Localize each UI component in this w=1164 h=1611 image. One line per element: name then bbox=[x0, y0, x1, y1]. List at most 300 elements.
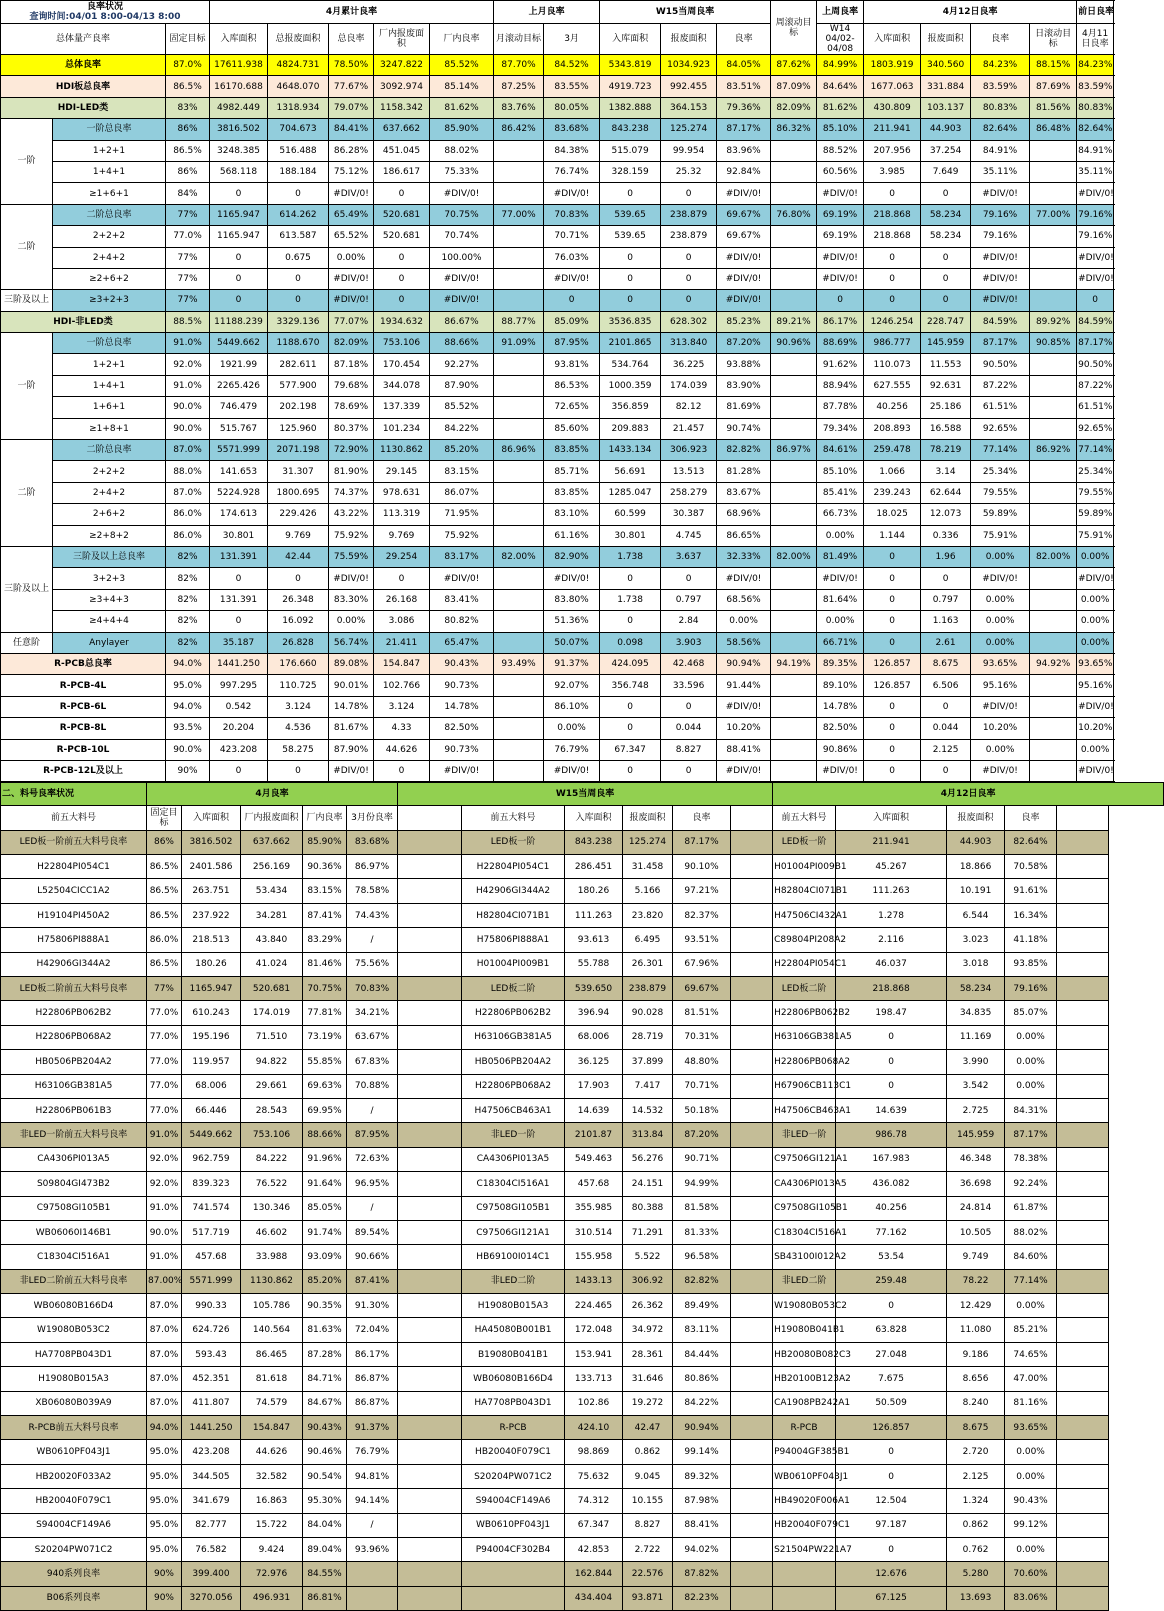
part-cell: 78.22 bbox=[947, 1269, 1005, 1293]
value-cell bbox=[1030, 183, 1077, 204]
value-cell: 86.28% bbox=[329, 140, 374, 161]
value-cell: 10.20% bbox=[717, 718, 771, 739]
value-cell: 101.234 bbox=[374, 418, 430, 439]
value-cell bbox=[1030, 675, 1077, 696]
part-cell: 90.0% bbox=[147, 1220, 182, 1244]
spacer-cell bbox=[731, 1367, 773, 1391]
value-cell bbox=[494, 375, 544, 396]
value-cell: 80.37% bbox=[329, 418, 374, 439]
value-cell: 83.85% bbox=[544, 440, 600, 461]
part-cell: 434.404 bbox=[565, 1586, 623, 1610]
data-row bbox=[1, 760, 1114, 781]
value-cell: 0 bbox=[268, 290, 329, 311]
value-cell: 82.50% bbox=[430, 718, 494, 739]
value-cell bbox=[771, 675, 817, 696]
value-cell: 88.0% bbox=[166, 461, 210, 482]
value-cell: 84.59% bbox=[971, 311, 1030, 332]
value-cell: 58.56% bbox=[717, 632, 771, 653]
part-cell: 496.931 bbox=[241, 1586, 303, 1610]
part-cell: S94004CF149A6 bbox=[462, 1489, 565, 1513]
value-cell: 85.52% bbox=[430, 397, 494, 418]
part-cell: 81.46% bbox=[303, 952, 347, 976]
row-label: ≥3+4+3 bbox=[53, 589, 166, 610]
value-cell: 1000.359 bbox=[600, 375, 661, 396]
value-cell: 77.00% bbox=[1030, 204, 1077, 225]
part-cell: 86.465 bbox=[241, 1342, 303, 1366]
value-cell: 42.468 bbox=[661, 653, 717, 674]
value-cell: 25.34% bbox=[1077, 461, 1114, 482]
spacer-cell bbox=[1057, 855, 1109, 879]
part-cell: 46.037 bbox=[836, 952, 947, 976]
value-cell: 3.903 bbox=[661, 632, 717, 653]
part-cell: 6.544 bbox=[947, 903, 1005, 927]
spacer-cell bbox=[398, 1586, 462, 1610]
value-cell: 75.91% bbox=[1077, 525, 1114, 546]
value-cell: 30.801 bbox=[600, 525, 661, 546]
value-cell: 3.985 bbox=[864, 161, 921, 182]
value-cell: 0 bbox=[864, 718, 921, 739]
value-cell: 1800.695 bbox=[268, 482, 329, 503]
value-cell: 2101.865 bbox=[600, 333, 661, 354]
spacer-cell bbox=[398, 1098, 462, 1122]
value-cell bbox=[771, 718, 817, 739]
value-cell: 86.42% bbox=[494, 119, 544, 140]
row-label: 一阶总良率 bbox=[53, 333, 166, 354]
value-cell: 0 bbox=[600, 268, 661, 289]
part-cell: 72.04% bbox=[347, 1318, 398, 1342]
value-cell: 90.50% bbox=[1077, 354, 1114, 375]
spacer-cell bbox=[731, 1123, 773, 1147]
value-cell: #DIV/0! bbox=[1077, 760, 1114, 781]
section2-header bbox=[1, 783, 1164, 806]
part-cell: 28.719 bbox=[623, 1025, 673, 1049]
spacer-cell bbox=[1057, 952, 1109, 976]
value-cell: 89.21% bbox=[771, 311, 817, 332]
value-cell: 5224.928 bbox=[210, 482, 268, 503]
value-cell: 81.90% bbox=[329, 461, 374, 482]
value-cell: 328.159 bbox=[600, 161, 661, 182]
spacer-cell bbox=[398, 1562, 462, 1586]
spacer-cell bbox=[1057, 1050, 1109, 1074]
part-cell: 41.024 bbox=[241, 952, 303, 976]
part-cell: 91.30% bbox=[347, 1294, 398, 1318]
value-cell: 77% bbox=[166, 290, 210, 311]
part-cell: 31.646 bbox=[623, 1367, 673, 1391]
value-cell: 81.62% bbox=[817, 97, 864, 118]
spacer-cell bbox=[398, 1220, 462, 1244]
value-cell: 0.00% bbox=[971, 739, 1030, 760]
part-cell: C97506GI121A1 bbox=[462, 1220, 565, 1244]
value-cell: 0 bbox=[661, 760, 717, 781]
part-cell: 16.34% bbox=[1005, 903, 1057, 927]
value-cell: 131.391 bbox=[210, 546, 268, 567]
value-cell: 1677.063 bbox=[864, 76, 921, 97]
value-cell: 1034.923 bbox=[661, 55, 717, 76]
part-cell: 73.19% bbox=[303, 1025, 347, 1049]
value-cell: 77.14% bbox=[1077, 440, 1114, 461]
part-cell: 140.564 bbox=[241, 1318, 303, 1342]
row-label: 1+4+1 bbox=[53, 161, 166, 182]
part-cell: 87.95% bbox=[347, 1123, 398, 1147]
part-cell: 237.922 bbox=[182, 903, 241, 927]
value-cell: 1.163 bbox=[921, 611, 971, 632]
value-cell: 0 bbox=[268, 568, 329, 589]
row-label: 2+4+2 bbox=[53, 482, 166, 503]
spacer-cell bbox=[398, 1440, 462, 1464]
part-cell: 87.00% bbox=[147, 1269, 182, 1293]
value-cell: 86.0% bbox=[166, 525, 210, 546]
part-cell: 42.47 bbox=[623, 1416, 673, 1440]
value-cell: 87.17% bbox=[971, 333, 1030, 354]
value-cell: 82.12 bbox=[661, 397, 717, 418]
value-cell: 65.47% bbox=[430, 632, 494, 653]
part-cell: 153.941 bbox=[565, 1342, 623, 1366]
part-cell: 7.417 bbox=[623, 1074, 673, 1098]
part-cell: LED板二阶前五大料号良率 bbox=[1, 977, 147, 1001]
part-cell: 93.96% bbox=[347, 1538, 398, 1562]
value-cell: 69.19% bbox=[817, 226, 864, 247]
part-cell: 81.63% bbox=[303, 1318, 347, 1342]
value-cell: 90.01% bbox=[329, 675, 374, 696]
value-cell bbox=[771, 183, 817, 204]
yield-summary-table bbox=[0, 0, 1114, 782]
value-cell: 91.0% bbox=[166, 375, 210, 396]
part-cell: 81.33% bbox=[673, 1220, 731, 1244]
data-row bbox=[1, 119, 1114, 140]
part-row bbox=[1, 830, 1164, 854]
value-cell: 0.00% bbox=[971, 611, 1030, 632]
value-cell: 44.626 bbox=[374, 739, 430, 760]
value-cell: #DIV/0! bbox=[430, 290, 494, 311]
value-cell: #DIV/0! bbox=[817, 760, 864, 781]
part-cell: 14.639 bbox=[836, 1098, 947, 1122]
part-cell: 70.88% bbox=[347, 1074, 398, 1098]
value-cell bbox=[771, 632, 817, 653]
value-cell: 81.69% bbox=[717, 397, 771, 418]
value-cell: 125.274 bbox=[661, 119, 717, 140]
value-cell bbox=[771, 589, 817, 610]
value-cell: 16.588 bbox=[921, 418, 971, 439]
value-cell: 84.05% bbox=[717, 55, 771, 76]
part-cell: 72.976 bbox=[241, 1562, 303, 1586]
value-cell: 26.828 bbox=[268, 632, 329, 653]
part-cell: 87.41% bbox=[347, 1269, 398, 1293]
part-row bbox=[1, 1416, 1164, 1440]
value-cell: 89.35% bbox=[817, 653, 864, 674]
part-cell: 77.14% bbox=[1005, 1269, 1057, 1293]
value-cell bbox=[494, 611, 544, 632]
value-cell bbox=[494, 397, 544, 418]
value-cell: 58.234 bbox=[921, 204, 971, 225]
part-cell: C97508GI105B1 bbox=[773, 1196, 836, 1220]
value-cell: 0 bbox=[864, 760, 921, 781]
spacer-cell bbox=[398, 1245, 462, 1269]
spacer-cell bbox=[398, 1172, 462, 1196]
part-cell: HA7708PB043D1 bbox=[1, 1342, 147, 1366]
part-cell: 14.532 bbox=[623, 1098, 673, 1122]
row-label: ≥2+6+2 bbox=[53, 268, 166, 289]
group-label: 三阶及以上 bbox=[1, 546, 53, 632]
part-cell: 29.661 bbox=[241, 1074, 303, 1098]
value-cell bbox=[494, 675, 544, 696]
data-row bbox=[1, 55, 1114, 76]
value-cell: #DIV/0! bbox=[544, 268, 600, 289]
value-cell: 0.00% bbox=[817, 611, 864, 632]
value-cell: 56.691 bbox=[600, 461, 661, 482]
value-cell: 90% bbox=[166, 760, 210, 781]
spacer-cell bbox=[731, 1220, 773, 1244]
value-cell: 86.53% bbox=[544, 375, 600, 396]
group-w15-yield: W15当周良率 bbox=[398, 783, 773, 806]
spacer-cell bbox=[731, 1464, 773, 1488]
value-cell: 79.16% bbox=[971, 226, 1030, 247]
part-cell: 87.98% bbox=[673, 1489, 731, 1513]
part-cell: 96.95% bbox=[347, 1172, 398, 1196]
col-header: 固定目标 bbox=[166, 24, 210, 55]
value-cell: 87.22% bbox=[971, 375, 1030, 396]
value-cell: 77% bbox=[166, 204, 210, 225]
col-header: 总报废面积 bbox=[268, 24, 329, 55]
value-cell: 81.62% bbox=[430, 97, 494, 118]
part-cell: 92.0% bbox=[147, 1172, 182, 1196]
part-cell: LED板一阶 bbox=[773, 830, 836, 854]
part-cell: 22.576 bbox=[623, 1562, 673, 1586]
part-cell: 3816.502 bbox=[182, 830, 241, 854]
value-cell: 1.738 bbox=[600, 546, 661, 567]
part-cell: 1.324 bbox=[947, 1489, 1005, 1513]
value-cell: 0.797 bbox=[661, 589, 717, 610]
part-cell: 539.650 bbox=[565, 977, 623, 1001]
spacer-cell bbox=[731, 1269, 773, 1293]
part-cell: 93.85% bbox=[1005, 952, 1057, 976]
col-header: 入库面积 bbox=[836, 806, 947, 830]
value-cell: 0 bbox=[374, 183, 430, 204]
row-label: 1+2+1 bbox=[53, 140, 166, 161]
row-label: R-PCB-8L bbox=[1, 718, 166, 739]
part-cell: S20204PW071C2 bbox=[462, 1464, 565, 1488]
value-cell: 29.254 bbox=[374, 546, 430, 567]
value-cell: 79.55% bbox=[1077, 482, 1114, 503]
part-cell: 95.0% bbox=[147, 1489, 182, 1513]
value-cell: 50.07% bbox=[544, 632, 600, 653]
part-cell: C89804PI208A2 bbox=[773, 928, 836, 952]
value-cell bbox=[771, 739, 817, 760]
value-cell bbox=[771, 696, 817, 717]
col-header: 4月11日良率 bbox=[1077, 24, 1114, 55]
spacer-cell bbox=[398, 1196, 462, 1220]
value-cell: 0 bbox=[1077, 290, 1114, 311]
group-label: 二阶 bbox=[1, 440, 53, 547]
part-cell: 69.63% bbox=[303, 1074, 347, 1098]
value-cell: 113.319 bbox=[374, 504, 430, 525]
value-cell: #DIV/0! bbox=[971, 568, 1030, 589]
value-cell: 577.900 bbox=[268, 375, 329, 396]
part-cell: 非LED二阶 bbox=[773, 1269, 836, 1293]
part-cell: 1433.13 bbox=[565, 1269, 623, 1293]
part-cell: B06系列良率 bbox=[1, 1586, 147, 1610]
spacer-cell bbox=[731, 1318, 773, 1342]
value-cell bbox=[494, 589, 544, 610]
part-cell: 91.64% bbox=[303, 1172, 347, 1196]
value-cell: 87.90% bbox=[329, 739, 374, 760]
value-cell bbox=[1030, 461, 1077, 482]
part-cell: 5.522 bbox=[623, 1245, 673, 1269]
value-cell: 1165.947 bbox=[210, 226, 268, 247]
spacer-cell bbox=[1057, 1489, 1109, 1513]
value-cell: 25.34% bbox=[971, 461, 1030, 482]
value-cell: 0 bbox=[921, 290, 971, 311]
value-cell: 992.455 bbox=[661, 76, 717, 97]
part-cell: 84.44% bbox=[673, 1342, 731, 1366]
value-cell: 70.74% bbox=[430, 226, 494, 247]
row-label: 2+2+2 bbox=[53, 226, 166, 247]
value-cell: 88.66% bbox=[430, 333, 494, 354]
group-label: 二阶 bbox=[1, 204, 53, 290]
value-cell: #DIV/0! bbox=[717, 290, 771, 311]
col-header: 前五大料号 bbox=[1, 806, 147, 830]
part-cell: 85.07% bbox=[1005, 1001, 1057, 1025]
value-cell: 72.65% bbox=[544, 397, 600, 418]
value-cell: 1934.632 bbox=[374, 311, 430, 332]
value-cell: 85.20% bbox=[430, 440, 494, 461]
value-cell: 93.81% bbox=[544, 354, 600, 375]
part-cell: 87.20% bbox=[673, 1123, 731, 1147]
value-cell: 145.959 bbox=[921, 333, 971, 354]
part-cell: 94.14% bbox=[347, 1489, 398, 1513]
part-cell: 46.602 bbox=[241, 1220, 303, 1244]
value-cell: 87.90% bbox=[430, 375, 494, 396]
value-cell: #DIV/0! bbox=[430, 268, 494, 289]
col-header: 良率 bbox=[673, 806, 731, 830]
value-cell: 423.208 bbox=[210, 739, 268, 760]
value-cell: 331.884 bbox=[921, 76, 971, 97]
part-cell: 91.61% bbox=[1005, 879, 1057, 903]
part-cell: 77% bbox=[147, 977, 182, 1001]
part-cell: 85.90% bbox=[303, 830, 347, 854]
value-cell: 86.5% bbox=[166, 76, 210, 97]
part-cell: H42906GI344A2 bbox=[1, 952, 147, 976]
value-cell: 58.234 bbox=[921, 226, 971, 247]
part-cell: 549.463 bbox=[565, 1147, 623, 1171]
value-cell: 126.857 bbox=[864, 675, 921, 696]
part-cell: 1130.862 bbox=[241, 1269, 303, 1293]
value-cell: 0 bbox=[600, 696, 661, 717]
spacer-cell bbox=[398, 1342, 462, 1366]
part-cell: 452.351 bbox=[182, 1367, 241, 1391]
value-cell: 43.22% bbox=[329, 504, 374, 525]
value-cell: 83.85% bbox=[544, 482, 600, 503]
part-cell: 13.693 bbox=[947, 1586, 1005, 1610]
value-cell: 87.17% bbox=[717, 119, 771, 140]
value-cell: 76.79% bbox=[544, 739, 600, 760]
value-cell: 83.96% bbox=[717, 140, 771, 161]
data-row bbox=[1, 632, 1114, 653]
value-cell bbox=[1030, 504, 1077, 525]
part-cell: 82.777 bbox=[182, 1513, 241, 1537]
spacer-cell bbox=[398, 1269, 462, 1293]
group-apr12-yield: 4月12日良率 bbox=[773, 783, 1164, 806]
value-cell: 306.923 bbox=[661, 440, 717, 461]
col-header: 良率 bbox=[971, 24, 1030, 55]
value-cell: 40.256 bbox=[864, 397, 921, 418]
part-cell: 263.751 bbox=[182, 879, 241, 903]
part-cell: 313.84 bbox=[623, 1123, 673, 1147]
value-cell: 0.675 bbox=[268, 247, 329, 268]
value-cell: 81.64% bbox=[817, 589, 864, 610]
part-cell: C18304CI516A1 bbox=[1, 1245, 147, 1269]
value-cell: 14.78% bbox=[430, 696, 494, 717]
value-cell: 13.513 bbox=[661, 461, 717, 482]
value-cell: 1.96 bbox=[921, 546, 971, 567]
part-cell: 74.312 bbox=[565, 1489, 623, 1513]
value-cell: #DIV/0! bbox=[329, 290, 374, 311]
part-cell: P94004CF302B4 bbox=[462, 1538, 565, 1562]
value-cell: 186.617 bbox=[374, 161, 430, 182]
value-cell: 0 bbox=[210, 268, 268, 289]
row-label: R-PCB-6L bbox=[1, 696, 166, 717]
data-row bbox=[1, 333, 1114, 354]
group-label: 一阶 bbox=[1, 119, 53, 205]
part-cell: 75.632 bbox=[565, 1464, 623, 1488]
value-cell: 35.187 bbox=[210, 632, 268, 653]
value-cell: #DIV/0! bbox=[971, 290, 1030, 311]
value-cell bbox=[1030, 290, 1077, 311]
spacer-cell bbox=[1057, 879, 1109, 903]
value-cell: 4919.723 bbox=[600, 76, 661, 97]
row-label: 3+2+3 bbox=[53, 568, 166, 589]
part-cell: 24.151 bbox=[623, 1172, 673, 1196]
value-cell: 75.33% bbox=[430, 161, 494, 182]
value-cell: 103.137 bbox=[921, 97, 971, 118]
spacer-cell bbox=[731, 1538, 773, 1562]
value-cell: 83.17% bbox=[430, 546, 494, 567]
value-cell bbox=[494, 525, 544, 546]
value-cell: 11188.239 bbox=[210, 311, 268, 332]
value-cell: 0.098 bbox=[600, 632, 661, 653]
value-cell: 93.49% bbox=[494, 653, 544, 674]
part-cell: / bbox=[347, 1513, 398, 1537]
part-cell: 19.272 bbox=[623, 1391, 673, 1415]
part-cell: 637.662 bbox=[241, 830, 303, 854]
spacer-cell bbox=[398, 806, 462, 830]
part-cell: HA7708PB043D1 bbox=[462, 1391, 565, 1415]
header-row-1 bbox=[1, 1, 1114, 24]
spacer-cell bbox=[398, 928, 462, 952]
part-cell: LED板二阶 bbox=[773, 977, 836, 1001]
value-cell bbox=[494, 418, 544, 439]
part-cell: 12.429 bbox=[947, 1294, 1005, 1318]
value-cell: 0.00% bbox=[1077, 611, 1114, 632]
value-cell bbox=[771, 611, 817, 632]
col-header: 3月 bbox=[544, 24, 600, 55]
part-cell: H75806PI888A1 bbox=[462, 928, 565, 952]
value-cell: 83% bbox=[166, 97, 210, 118]
part-cell: 0.762 bbox=[947, 1538, 1005, 1562]
part-cell: 74.43% bbox=[347, 903, 398, 927]
spacer-cell bbox=[398, 1513, 462, 1537]
value-cell bbox=[494, 247, 544, 268]
part-cell: 63.828 bbox=[836, 1318, 947, 1342]
spacer-cell bbox=[398, 1318, 462, 1342]
spacer-cell bbox=[731, 806, 773, 830]
value-cell: 141.653 bbox=[210, 461, 268, 482]
data-row bbox=[1, 525, 1114, 546]
value-cell: 313.840 bbox=[661, 333, 717, 354]
value-cell: 997.295 bbox=[210, 675, 268, 696]
data-row bbox=[1, 140, 1114, 161]
value-cell: 515.767 bbox=[210, 418, 268, 439]
value-cell: 3092.974 bbox=[374, 76, 430, 97]
